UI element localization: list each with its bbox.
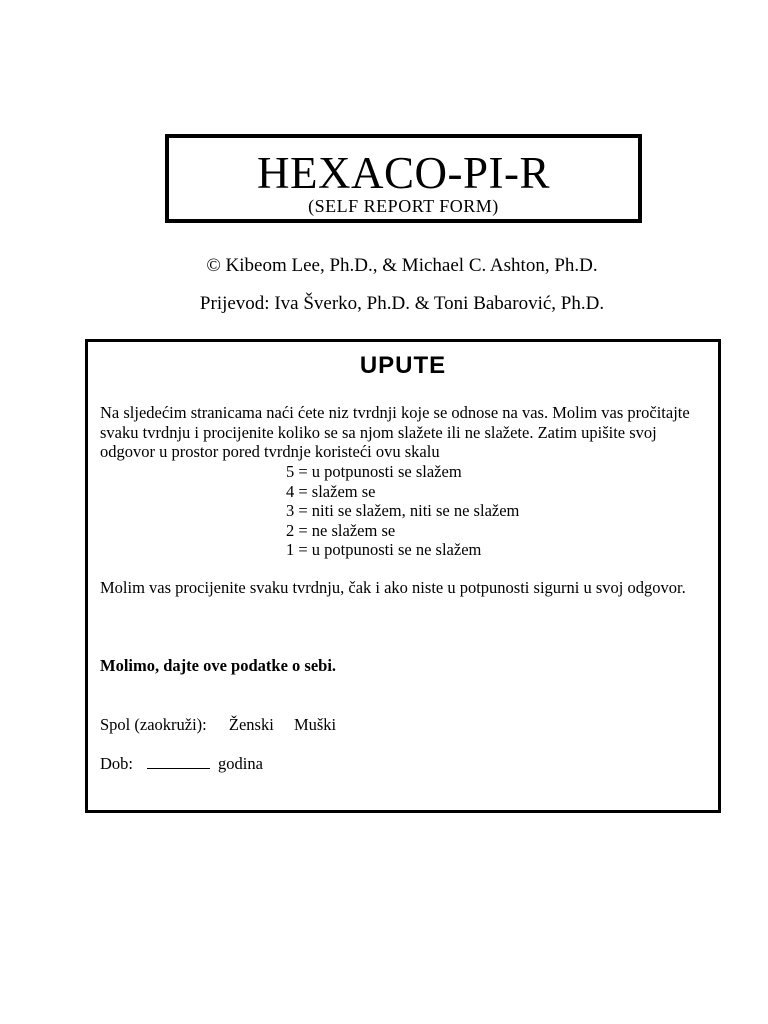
form-title: HEXACO-PI-R: [257, 148, 550, 198]
gender-label: Spol (zaokruži):: [100, 715, 207, 734]
instructions-box: [85, 339, 721, 813]
scale-item: 3 = niti se slažem, niti se ne slažem: [286, 501, 520, 521]
age-input-blank[interactable]: [147, 754, 210, 769]
translation-credit: Prijevod: Iva Šverko, Ph.D. & Toni Babarović, Ph.D.: [199, 293, 605, 314]
rating-scale: [286, 462, 519, 560]
scale-item: 5 = u potpunosti se slažem: [286, 462, 462, 481]
scale-item: 2 = ne slažem se: [286, 520, 396, 540]
gender-row: [100, 715, 336, 735]
instructions-heading: UPUTE: [359, 352, 447, 379]
title-box: [165, 134, 642, 223]
age-unit: godina: [218, 754, 263, 773]
scale-item: 1 = u potpunosti se ne slažem: [286, 540, 482, 560]
age-label: Dob:: [100, 754, 133, 773]
instructions-note: Molim vas procijenite svaku tvrdnju, čak i ako niste u potpunosti sigurni u svoj odgovor.: [100, 578, 686, 597]
authors-credit: © Kibeom Lee, Ph.D., & Michael C. Ashton, Ph.D.: [206, 255, 598, 276]
form-subtitle: (SELF REPORT FORM): [308, 196, 499, 216]
gender-option-male[interactable]: Muški: [293, 715, 337, 734]
instructions-paragraph: Na sljedećim stranicama naći ćete niz tvrdnji koje se odnose na vas. Molim vas pročitajte svaku tvrdnju i procijenite koliko se sa njom slažete ili ne slažete. Zatim upišite svoj odgovor u prostor pored tvrdnje koristeći ovu skalu: [100, 403, 690, 461]
gender-option-female[interactable]: Ženski: [228, 715, 274, 734]
age-row: [100, 754, 263, 774]
personal-info-prompt: Molimo, dajte ove podatke o sebi.: [100, 656, 337, 675]
scale-item: 4 = slažem se: [286, 481, 376, 501]
